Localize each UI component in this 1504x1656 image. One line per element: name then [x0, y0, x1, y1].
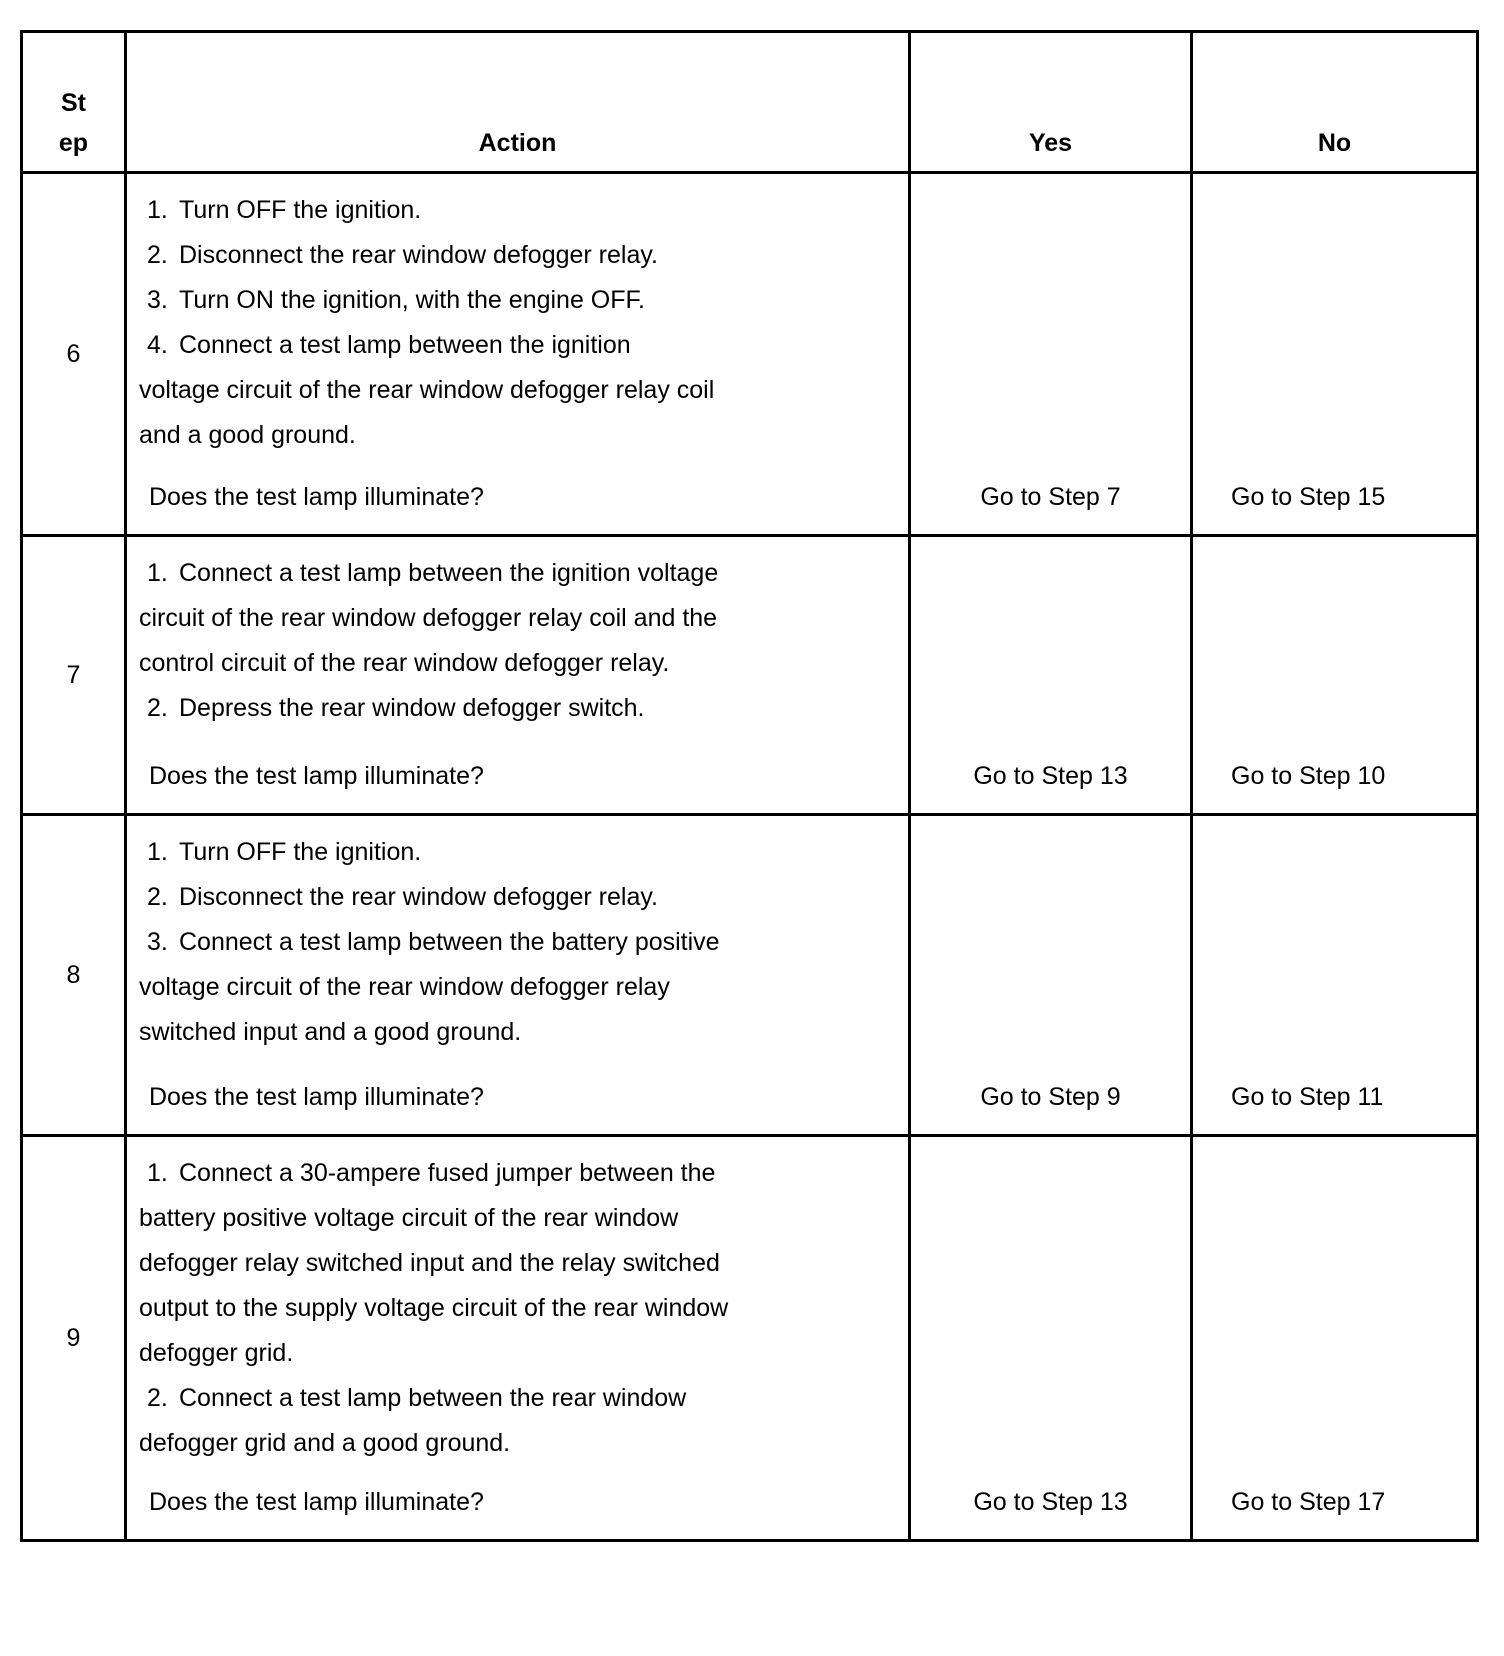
header-step: [22, 32, 126, 173]
action-line: defogger grid and a good ground.: [139, 1429, 511, 1457]
yes-result: Go to Step 7: [980, 483, 1121, 511]
action-line: 3. Turn ON the ignition, with the engine OFF.: [147, 286, 645, 314]
header-action-label: Action: [478, 129, 557, 157]
yes-cell: [910, 815, 1192, 1136]
action-line: 2. Connect a test lamp between the rear window: [147, 1384, 687, 1412]
question-text: Does the test lamp illuminate?: [149, 483, 484, 511]
action-line: and a good ground.: [139, 421, 356, 449]
table-row: [22, 1136, 1478, 1541]
no-result: Go to Step 15: [1231, 483, 1386, 511]
step-number: 8: [22, 815, 126, 1136]
action-line: 2. Disconnect the rear window defogger relay.: [147, 883, 658, 911]
action-line: voltage circuit of the rear window defogger relay coil: [139, 376, 715, 404]
action-line: 1. Turn OFF the ignition.: [147, 196, 422, 224]
no-result: Go to Step 17: [1231, 1488, 1386, 1516]
yes-cell: [910, 1136, 1192, 1541]
action-line: 4. Connect a test lamp between the ignition: [147, 331, 631, 359]
no-cell: [1192, 815, 1478, 1136]
header-no: [1192, 32, 1478, 173]
header-step-line-1: St: [61, 89, 86, 117]
header-action: [126, 32, 910, 173]
diagnostic-table: [20, 30, 1479, 1542]
header-no-label: No: [1317, 129, 1352, 157]
action-line: battery positive voltage circuit of the rear window: [139, 1204, 679, 1232]
action-line: 1. Connect a 30-ampere fused jumper between the: [147, 1159, 716, 1187]
action-line: voltage circuit of the rear window defogger relay: [139, 973, 670, 1001]
step-number: 9: [22, 1136, 126, 1541]
question-text: Does the test lamp illuminate?: [149, 1488, 484, 1516]
yes-result: Go to Step 13: [973, 1488, 1128, 1516]
action-line: defogger relay switched input and the relay switched: [139, 1249, 720, 1277]
action-cell: [126, 173, 910, 536]
no-cell: [1192, 173, 1478, 536]
table-row: [22, 815, 1478, 1136]
action-line: switched input and a good ground.: [139, 1018, 522, 1046]
no-cell: [1192, 1136, 1478, 1541]
question-text: Does the test lamp illuminate?: [149, 1083, 484, 1111]
no-result: Go to Step 10: [1231, 762, 1386, 790]
table-row: [22, 536, 1478, 815]
action-cell: [126, 815, 910, 1136]
action-line: 1. Turn OFF the ignition.: [147, 838, 422, 866]
yes-result: Go to Step 13: [973, 762, 1128, 790]
header-yes: [910, 32, 1192, 173]
no-result: Go to Step 11: [1231, 1083, 1384, 1111]
step-number: 7: [22, 536, 126, 815]
header-step-line-2: ep: [58, 129, 89, 157]
yes-cell: [910, 536, 1192, 815]
yes-result: Go to Step 9: [980, 1083, 1121, 1111]
action-line: 2. Depress the rear window defogger switch.: [147, 694, 645, 722]
action-line: output to the supply voltage circuit of the rear window: [139, 1294, 729, 1322]
header-yes-label: Yes: [1028, 129, 1073, 157]
action-line: control circuit of the rear window defogger relay.: [139, 649, 670, 677]
no-cell: [1192, 536, 1478, 815]
action-line: circuit of the rear window defogger relay coil and the: [139, 604, 718, 632]
action-line: 1. Connect a test lamp between the ignition voltage: [147, 559, 719, 587]
action-cell: [126, 1136, 910, 1541]
action-cell: [126, 536, 910, 815]
action-line: 3. Connect a test lamp between the battery positive: [147, 928, 720, 956]
question-text: Does the test lamp illuminate?: [149, 762, 484, 790]
action-line: 2. Disconnect the rear window defogger relay.: [147, 241, 658, 269]
table-row: [22, 173, 1478, 536]
header-row: [22, 32, 1478, 173]
step-number: 6: [22, 173, 126, 536]
action-line: defogger grid.: [139, 1339, 294, 1367]
yes-cell: [910, 173, 1192, 536]
